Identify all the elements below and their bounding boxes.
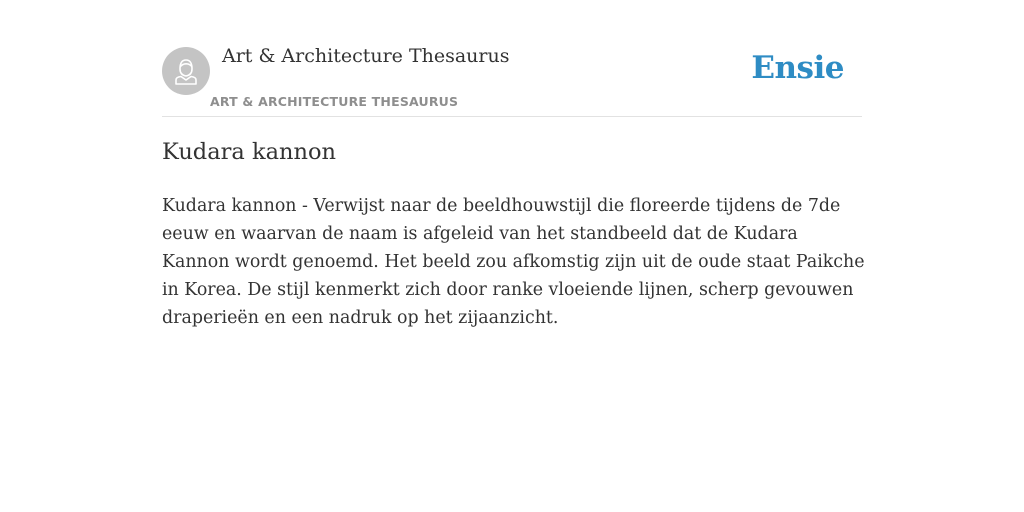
article-body: Kudara kannon - Verwijst naar de beeldhouwstijl die floreerde tijdens de 7de eeuw en waarvan de naam is afgeleid van het standbeeld dat de Kudara Kannon wordt genoemd. Het beeld zou afkomstig zijn uit de oude staat Paikche in Korea. De stijl kenmerkt zich door ranke vloeiende lijnen, scherp gevouwen draperieën en een nadruk op het zijaanzicht. — [162, 196, 865, 328]
source-label[interactable]: ART & ARCHITECTURE THESAURUS — [210, 94, 459, 109]
page-title: Kudara kannon — [162, 139, 337, 165]
user-avatar-icon — [162, 47, 210, 95]
ensie-logo[interactable]: Ensie — [751, 50, 844, 86]
avatar[interactable] — [162, 47, 210, 95]
author-name[interactable]: Art & Architecture Thesaurus — [222, 45, 510, 67]
article-header — [162, 0, 862, 117]
